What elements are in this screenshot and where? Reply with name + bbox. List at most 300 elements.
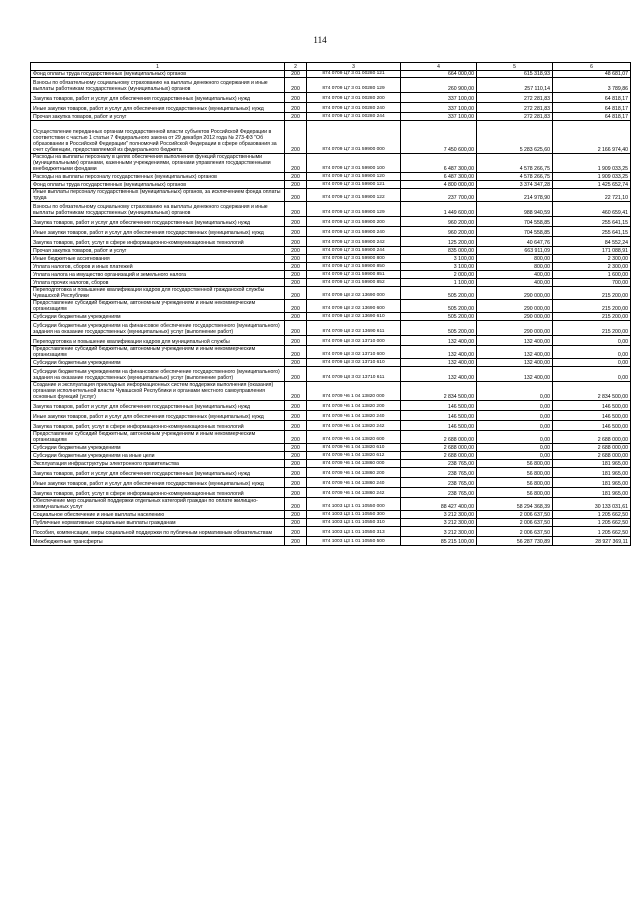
row-executed-amount: 56 800,00 xyxy=(477,460,553,468)
row-approved-amount: 4 800 000,00 xyxy=(401,181,477,189)
row-unexecuted-amount: 146 500,00 xyxy=(553,421,631,431)
row-approved-amount: 1 100,00 xyxy=(401,279,477,287)
row-code: 200 xyxy=(285,181,307,189)
row-budget-classification: 874 0709 Ч6 1 04 13860 240 xyxy=(307,478,401,488)
table-row xyxy=(31,78,631,93)
row-code: 200 xyxy=(285,519,307,527)
row-budget-classification: 874 0709 Ц7 3 01 00280 244 xyxy=(307,113,401,121)
row-unexecuted-amount: 460 659,41 xyxy=(553,202,631,217)
row-code: 200 xyxy=(285,527,307,537)
row-code: 200 xyxy=(285,113,307,121)
row-description: Уплата прочих налогов, сборов xyxy=(31,279,285,287)
row-unexecuted-amount: 181 965,00 xyxy=(553,478,631,488)
row-executed-amount: 4 578 266,75 xyxy=(477,173,553,181)
row-description: Субсидии бюджетным учреждениям на финансовое обеспечение государственного (муниципального) задания на оказание государственных (муниципальных) услуг (выполнение работ) xyxy=(31,321,285,336)
row-unexecuted-amount: 215 200,00 xyxy=(553,300,631,313)
row-code: 200 xyxy=(285,346,307,359)
row-code: 200 xyxy=(285,300,307,313)
row-budget-classification: 874 0709 Ч6 1 04 13860 000 xyxy=(307,460,401,468)
row-unexecuted-amount: 2 300,00 xyxy=(553,263,631,271)
row-executed-amount: 290 000,00 xyxy=(477,321,553,336)
row-unexecuted-amount: 1 205 662,50 xyxy=(553,511,631,519)
table-row xyxy=(31,401,631,411)
row-code: 200 xyxy=(285,460,307,468)
row-budget-classification: 874 0709 Ц7 3 01 00280 200 xyxy=(307,93,401,103)
row-unexecuted-amount: 28 927 369,11 xyxy=(553,537,631,546)
row-approved-amount: 132 400,00 xyxy=(401,367,477,382)
row-executed-amount: 272 281,83 xyxy=(477,103,553,113)
row-description: Закупка товаров, работ, услуг в сфере информационно-коммуникационных технологий xyxy=(31,421,285,431)
table-row xyxy=(31,411,631,421)
row-code: 200 xyxy=(285,255,307,263)
row-approved-amount: 132 400,00 xyxy=(401,359,477,367)
table-row xyxy=(31,321,631,336)
row-budget-classification: 874 0709 Ц7 3 01 59900 122 xyxy=(307,189,401,202)
row-executed-amount: 56 800,00 xyxy=(477,488,553,498)
row-budget-classification: 874 0709 Ц7 3 01 59900 000 xyxy=(307,121,401,154)
table-row xyxy=(31,173,631,181)
row-description: Иные закупки товаров, работ и услуг для обеспечения государственных (муниципальных) нужд xyxy=(31,227,285,237)
row-unexecuted-amount: 181 965,00 xyxy=(553,468,631,478)
row-budget-classification: 874 0709 Ц7 3 01 59900 240 xyxy=(307,227,401,237)
row-unexecuted-amount: 0,00 xyxy=(553,367,631,382)
row-budget-classification: 874 0709 Ц8 3 02 13710 610 xyxy=(307,359,401,367)
row-approved-amount: 505 200,00 xyxy=(401,321,477,336)
row-description: Переподготовка и повышение квалификации кадров для государственной гражданской службы Чувашской Республики xyxy=(31,287,285,300)
row-approved-amount: 146 500,00 xyxy=(401,401,477,411)
row-executed-amount: 2 006 637,50 xyxy=(477,519,553,527)
row-approved-amount: 238 765,00 xyxy=(401,488,477,498)
row-description: Субсидии бюджетным учреждениям на иные цели xyxy=(31,452,285,460)
row-code: 200 xyxy=(285,189,307,202)
row-executed-amount: 272 281,83 xyxy=(477,113,553,121)
row-executed-amount: 988 940,59 xyxy=(477,202,553,217)
row-description: Иные выплаты персоналу государственных (муниципальных) органов, за исключением фонда оплаты труда xyxy=(31,189,285,202)
row-executed-amount: 272 281,83 xyxy=(477,93,553,103)
row-unexecuted-amount: 0,00 xyxy=(553,336,631,346)
row-unexecuted-amount: 2 300,00 xyxy=(553,255,631,263)
row-code: 200 xyxy=(285,468,307,478)
row-approved-amount: 337 100,00 xyxy=(401,113,477,121)
row-executed-amount: 290 000,00 xyxy=(477,287,553,300)
column-header: 2 xyxy=(285,63,307,71)
row-description: Закупка товаров, работ и услуг для обеспечения государственных (муниципальных) нужд xyxy=(31,468,285,478)
row-approved-amount: 146 500,00 xyxy=(401,411,477,421)
row-description: Субсидии бюджетным учреждениям xyxy=(31,359,285,367)
row-executed-amount: 0,00 xyxy=(477,411,553,421)
row-executed-amount: 704 558,85 xyxy=(477,227,553,237)
row-executed-amount: 132 400,00 xyxy=(477,359,553,367)
row-approved-amount: 2 688 000,00 xyxy=(401,452,477,460)
row-executed-amount: 400,00 xyxy=(477,279,553,287)
table-row xyxy=(31,300,631,313)
row-budget-classification: 874 0709 Ч6 1 04 13820 600 xyxy=(307,431,401,444)
table-row xyxy=(31,181,631,189)
row-description: Обеспечение мер социальной поддержки отдельных категорий граждан по оплате жилищно-коммунальных услуг xyxy=(31,498,285,511)
row-approved-amount: 664 000,00 xyxy=(401,71,477,78)
row-description: Иные бюджетные ассигнования xyxy=(31,255,285,263)
row-code: 200 xyxy=(285,103,307,113)
column-header: 1 xyxy=(31,63,285,71)
row-unexecuted-amount: 30 133 031,61 xyxy=(553,498,631,511)
row-budget-classification: 874 0709 Ц8 3 02 13710 611 xyxy=(307,367,401,382)
row-unexecuted-amount: 22 721,10 xyxy=(553,189,631,202)
row-approved-amount: 238 765,00 xyxy=(401,460,477,468)
row-unexecuted-amount: 171 088,91 xyxy=(553,247,631,255)
row-code: 200 xyxy=(285,78,307,93)
table-row xyxy=(31,113,631,121)
row-description: Иные закупки товаров, работ и услуг для обеспечения государственных (муниципальных) нужд xyxy=(31,411,285,421)
row-executed-amount: 5 283 625,60 xyxy=(477,121,553,154)
row-executed-amount: 800,00 xyxy=(477,255,553,263)
row-description: Социальное обеспечение и иные выплаты населению xyxy=(31,511,285,519)
row-code: 200 xyxy=(285,121,307,154)
row-code: 200 xyxy=(285,227,307,237)
row-budget-classification: 874 0709 Ц7 3 01 59900 121 xyxy=(307,181,401,189)
row-budget-classification: 874 0709 Ц7 3 01 59900 850 xyxy=(307,263,401,271)
table-row xyxy=(31,527,631,537)
row-approved-amount: 146 500,00 xyxy=(401,421,477,431)
table-row xyxy=(31,189,631,202)
row-unexecuted-amount: 2 688 000,00 xyxy=(553,431,631,444)
row-budget-classification: 874 0709 Ч6 1 04 13860 200 xyxy=(307,468,401,478)
row-code: 200 xyxy=(285,431,307,444)
row-approved-amount: 2 834 500,00 xyxy=(401,382,477,401)
row-description: Публичные нормативные социальные выплаты гражданам xyxy=(31,519,285,527)
row-code: 200 xyxy=(285,444,307,452)
row-code: 200 xyxy=(285,237,307,247)
row-executed-amount: 214 978,90 xyxy=(477,189,553,202)
row-executed-amount: 0,00 xyxy=(477,382,553,401)
row-description: Уплата налога на имущество организаций и земельного налога xyxy=(31,271,285,279)
row-code: 200 xyxy=(285,359,307,367)
row-unexecuted-amount: 1 909 033,25 xyxy=(553,173,631,181)
row-budget-classification: 874 0709 Ц8 2 02 13690 600 xyxy=(307,300,401,313)
row-unexecuted-amount: 64 818,17 xyxy=(553,93,631,103)
row-budget-classification: 874 1003 Ц3 1 01 10550 310 xyxy=(307,519,401,527)
row-approved-amount: 960 200,00 xyxy=(401,227,477,237)
table-row xyxy=(31,488,631,498)
row-executed-amount: 2 006 637,50 xyxy=(477,527,553,537)
row-unexecuted-amount: 700,00 xyxy=(553,279,631,287)
row-description: Закупка товаров, работ и услуг для обеспечения государственных (муниципальных) нужд xyxy=(31,217,285,227)
column-header: 5 xyxy=(477,63,553,71)
row-approved-amount: 125 200,00 xyxy=(401,237,477,247)
row-executed-amount: 132 400,00 xyxy=(477,336,553,346)
row-unexecuted-amount: 2 688 000,00 xyxy=(553,444,631,452)
row-code: 200 xyxy=(285,382,307,401)
row-code: 200 xyxy=(285,421,307,431)
table-row xyxy=(31,359,631,367)
row-unexecuted-amount: 3 789,86 xyxy=(553,78,631,93)
row-unexecuted-amount: 181 965,00 xyxy=(553,460,631,468)
row-description: Иные закупки товаров, работ и услуг для обеспечения государственных (муниципальных) нужд xyxy=(31,103,285,113)
row-unexecuted-amount: 146 500,00 xyxy=(553,411,631,421)
row-budget-classification: 874 0709 Ц7 3 01 59900 129 xyxy=(307,202,401,217)
row-description: Прочая закупка товаров, работ и услуг xyxy=(31,247,285,255)
table-row xyxy=(31,367,631,382)
budget-table xyxy=(30,62,631,546)
row-code: 200 xyxy=(285,313,307,321)
row-unexecuted-amount: 215 200,00 xyxy=(553,313,631,321)
table-row xyxy=(31,498,631,511)
row-budget-classification: 874 0709 Ц7 3 01 59900 120 xyxy=(307,173,401,181)
row-unexecuted-amount: 84 552,24 xyxy=(553,237,631,247)
row-unexecuted-amount: 64 818,17 xyxy=(553,113,631,121)
row-budget-classification: 874 0709 Ч6 1 04 13820 612 xyxy=(307,452,401,460)
row-code: 200 xyxy=(285,173,307,181)
row-unexecuted-amount: 64 818,17 xyxy=(553,103,631,113)
page-number: 114 xyxy=(313,35,327,45)
row-description: Предоставление субсидий бюджетным, автономным учреждениям и иным некоммерческим организациям xyxy=(31,300,285,313)
table-row xyxy=(31,460,631,468)
row-approved-amount: 6 487 300,00 xyxy=(401,154,477,173)
row-code: 200 xyxy=(285,498,307,511)
row-unexecuted-amount: 255 641,15 xyxy=(553,227,631,237)
row-budget-classification: 874 0709 Ц7 3 01 59900 242 xyxy=(307,237,401,247)
row-budget-classification: 874 0709 Ц7 3 01 59900 244 xyxy=(307,247,401,255)
row-code: 200 xyxy=(285,478,307,488)
table-row xyxy=(31,452,631,460)
row-description: Переподготовка и повышение квалификации кадров для муниципальной службы xyxy=(31,336,285,346)
row-code: 200 xyxy=(285,71,307,78)
row-executed-amount: 58 294 368,39 xyxy=(477,498,553,511)
row-approved-amount: 88 427 400,00 xyxy=(401,498,477,511)
row-approved-amount: 960 200,00 xyxy=(401,217,477,227)
table-row xyxy=(31,71,631,78)
column-header: 4 xyxy=(401,63,477,71)
row-code: 200 xyxy=(285,93,307,103)
table-row xyxy=(31,237,631,247)
row-description: Пособия, компенсации, меры социальной поддержки по публичным нормативным обязательствам xyxy=(31,527,285,537)
row-code: 200 xyxy=(285,321,307,336)
table-header-row xyxy=(31,63,631,71)
row-unexecuted-amount: 215 200,00 xyxy=(553,321,631,336)
row-executed-amount: 0,00 xyxy=(477,401,553,411)
row-unexecuted-amount: 2 834 500,00 xyxy=(553,382,631,401)
row-executed-amount: 56 800,00 xyxy=(477,478,553,488)
row-approved-amount: 337 100,00 xyxy=(401,93,477,103)
row-unexecuted-amount: 181 965,00 xyxy=(553,488,631,498)
row-description: Предоставление субсидий бюджетным, автономным учреждениям и иным некоммерческим организациям xyxy=(31,431,285,444)
table-row xyxy=(31,421,631,431)
row-unexecuted-amount: 146 500,00 xyxy=(553,401,631,411)
row-description: Межбюджетные трансферты xyxy=(31,537,285,546)
row-description: Закупка товаров, работ и услуг для обеспечения государственных (муниципальных) нужд xyxy=(31,401,285,411)
table-row xyxy=(31,511,631,519)
row-executed-amount: 704 558,85 xyxy=(477,217,553,227)
row-unexecuted-amount: 1 205 662,50 xyxy=(553,527,631,537)
row-budget-classification: 874 0709 Ч6 1 04 13820 240 xyxy=(307,411,401,421)
row-executed-amount: 257 110,14 xyxy=(477,78,553,93)
row-approved-amount: 2 688 000,00 xyxy=(401,431,477,444)
row-description: Закупка товаров, работ и услуг для обеспечения государственных (муниципальных) нужд xyxy=(31,93,285,103)
row-budget-classification: 874 0709 Ч6 1 04 13860 242 xyxy=(307,488,401,498)
row-executed-amount: 615 318,93 xyxy=(477,71,553,78)
row-executed-amount: 0,00 xyxy=(477,421,553,431)
row-unexecuted-amount: 0,00 xyxy=(553,359,631,367)
row-budget-classification: 874 1003 Ц3 1 01 10550 300 xyxy=(307,511,401,519)
row-budget-classification: 874 0709 Ч6 1 04 13820 200 xyxy=(307,401,401,411)
table-row xyxy=(31,217,631,227)
row-approved-amount: 6 487 300,00 xyxy=(401,173,477,181)
table-row xyxy=(31,431,631,444)
row-budget-classification: 874 0709 Ц8 3 02 13710 600 xyxy=(307,346,401,359)
row-budget-classification: 874 0709 Ц7 3 01 59900 800 xyxy=(307,255,401,263)
row-executed-amount: 132 400,00 xyxy=(477,346,553,359)
row-approved-amount: 337 100,00 xyxy=(401,103,477,113)
row-description: Субсидии бюджетным учреждениям xyxy=(31,313,285,321)
row-approved-amount: 7 450 600,00 xyxy=(401,121,477,154)
row-executed-amount: 132 400,00 xyxy=(477,367,553,382)
table-row xyxy=(31,287,631,300)
row-executed-amount: 0,00 xyxy=(477,452,553,460)
row-description: Фонд оплаты труда государственных (муниципальных) органов xyxy=(31,181,285,189)
row-approved-amount: 260 900,00 xyxy=(401,78,477,93)
table-row xyxy=(31,519,631,527)
row-unexecuted-amount: 0,00 xyxy=(553,346,631,359)
row-approved-amount: 132 400,00 xyxy=(401,336,477,346)
row-budget-classification: 874 0709 Ц8 2 02 13690 000 xyxy=(307,287,401,300)
row-executed-amount: 3 374 347,28 xyxy=(477,181,553,189)
table-row xyxy=(31,313,631,321)
row-executed-amount: 290 000,00 xyxy=(477,300,553,313)
row-approved-amount: 505 200,00 xyxy=(401,313,477,321)
row-executed-amount: 400,00 xyxy=(477,271,553,279)
row-budget-classification: 874 0709 Ц7 3 01 59900 100 xyxy=(307,154,401,173)
row-description: Эксплуатация инфраструктуры электронного правительства xyxy=(31,460,285,468)
row-code: 200 xyxy=(285,271,307,279)
row-description: Взносы по обязательному социальному страхованию на выплаты денежного содержания и иные выплаты работникам государственных (муниципальных) органов xyxy=(31,78,285,93)
table-row xyxy=(31,271,631,279)
row-approved-amount: 132 400,00 xyxy=(401,346,477,359)
row-description: Осуществление переданных органам государственной власти субъектов Российской Федерации в соответствии с частью 1 статьи 7 Федерального закона от 29 декабря 2012 года № 273-ФЗ "Об образовании в Российской Федерации" полномочий Российской Федерации в сфере образования за счет субвенции, предоставляемой из федерального бюджета xyxy=(31,121,285,154)
row-budget-classification: 874 0709 Ч6 1 04 13820 000 xyxy=(307,382,401,401)
table-row xyxy=(31,247,631,255)
row-code: 200 xyxy=(285,336,307,346)
row-executed-amount: 0,00 xyxy=(477,444,553,452)
row-budget-classification: 874 1003 Ц3 1 01 10550 500 xyxy=(307,537,401,546)
column-header: 6 xyxy=(553,63,631,71)
row-description: Фонд оплаты труда государственных (муниципальных) органов xyxy=(31,71,285,78)
row-code: 200 xyxy=(285,279,307,287)
table-row xyxy=(31,478,631,488)
row-code: 200 xyxy=(285,452,307,460)
row-executed-amount: 4 578 266,75 xyxy=(477,154,553,173)
row-unexecuted-amount: 215 200,00 xyxy=(553,287,631,300)
table-row xyxy=(31,227,631,237)
row-executed-amount: 663 911,09 xyxy=(477,247,553,255)
row-unexecuted-amount: 1 425 652,74 xyxy=(553,181,631,189)
row-budget-classification: 874 0709 Ц7 3 01 59900 851 xyxy=(307,271,401,279)
table-row xyxy=(31,255,631,263)
row-executed-amount: 0,00 xyxy=(477,431,553,444)
row-approved-amount: 2 688 000,00 xyxy=(401,444,477,452)
row-budget-classification: 874 0709 Ц7 3 01 59900 200 xyxy=(307,217,401,227)
table-body xyxy=(31,63,631,546)
row-budget-classification: 874 0709 Ц7 3 01 00280 121 xyxy=(307,71,401,78)
table-row xyxy=(31,444,631,452)
table-row xyxy=(31,382,631,401)
row-executed-amount: 56 800,00 xyxy=(477,468,553,478)
row-description: Расходы на выплаты персоналу в целях обеспечения выполнения функций государственными (муниципальными) органами, казенными учреждениями, органами управления государственными внебюджетными фондами xyxy=(31,154,285,173)
row-budget-classification: 874 1003 Ц3 1 01 10550 313 xyxy=(307,527,401,537)
table-row xyxy=(31,468,631,478)
row-approved-amount: 1 449 600,00 xyxy=(401,202,477,217)
row-code: 200 xyxy=(285,411,307,421)
row-code: 200 xyxy=(285,537,307,546)
table-row xyxy=(31,103,631,113)
row-code: 200 xyxy=(285,488,307,498)
row-approved-amount: 238 765,00 xyxy=(401,468,477,478)
row-approved-amount: 835 000,00 xyxy=(401,247,477,255)
row-code: 200 xyxy=(285,367,307,382)
row-budget-classification: 874 1003 Ц3 1 01 10550 000 xyxy=(307,498,401,511)
row-approved-amount: 238 765,00 xyxy=(401,478,477,488)
row-approved-amount: 237 700,00 xyxy=(401,189,477,202)
row-description: Закупка товаров, работ, услуг в сфере информационно-коммуникационных технологий xyxy=(31,237,285,247)
row-code: 200 xyxy=(285,154,307,173)
row-description: Субсидии бюджетным учреждениям xyxy=(31,444,285,452)
row-executed-amount: 800,00 xyxy=(477,263,553,271)
row-unexecuted-amount: 255 641,15 xyxy=(553,217,631,227)
row-executed-amount: 290 000,00 xyxy=(477,313,553,321)
row-approved-amount: 505 200,00 xyxy=(401,287,477,300)
table-row xyxy=(31,121,631,154)
row-description: Прочая закупка товаров, работ и услуг xyxy=(31,113,285,121)
row-unexecuted-amount: 2 166 974,40 xyxy=(553,121,631,154)
row-budget-classification: 874 0709 Ц7 3 01 59900 852 xyxy=(307,279,401,287)
row-budget-classification: 874 0709 Ч6 1 04 13820 610 xyxy=(307,444,401,452)
row-code: 200 xyxy=(285,202,307,217)
row-approved-amount: 3 100,00 xyxy=(401,255,477,263)
table-row xyxy=(31,537,631,546)
row-unexecuted-amount: 1 600,00 xyxy=(553,271,631,279)
row-description: Субсидии бюджетным учреждениям на финансовое обеспечение государственного (муниципального) задания на оказание государственных (муниципальных) услуг (выполнение работ) xyxy=(31,367,285,382)
table-row xyxy=(31,263,631,271)
row-code: 200 xyxy=(285,401,307,411)
row-approved-amount: 3 212 300,00 xyxy=(401,519,477,527)
row-code: 200 xyxy=(285,511,307,519)
row-executed-amount: 40 647,76 xyxy=(477,237,553,247)
row-approved-amount: 3 212 300,00 xyxy=(401,511,477,519)
row-budget-classification: 874 0709 Ц8 2 02 13690 611 xyxy=(307,321,401,336)
row-description: Взносы по обязательному социальному страхованию на выплаты денежного содержания и иные выплаты работникам государственных (муниципальных) органов xyxy=(31,202,285,217)
row-executed-amount: 56 287 730,89 xyxy=(477,537,553,546)
row-approved-amount: 3 212 300,00 xyxy=(401,527,477,537)
row-code: 200 xyxy=(285,247,307,255)
table-row xyxy=(31,202,631,217)
row-budget-classification: 874 0709 Ч6 1 04 13820 242 xyxy=(307,421,401,431)
row-approved-amount: 505 200,00 xyxy=(401,300,477,313)
row-description: Закупка товаров, работ, услуг в сфере информационно-коммуникационных технологий xyxy=(31,488,285,498)
row-budget-classification: 874 0709 Ц8 2 02 13690 610 xyxy=(307,313,401,321)
table-row xyxy=(31,93,631,103)
row-unexecuted-amount: 2 688 000,00 xyxy=(553,452,631,460)
row-code: 200 xyxy=(285,217,307,227)
row-code: 200 xyxy=(285,263,307,271)
row-code: 200 xyxy=(285,287,307,300)
row-description: Создание и эксплуатация прикладных информационных систем поддержки выполнения (оказания) органами исполнительной власти Чувашской Республики и органами местного самоуправления основных функций (услуг) xyxy=(31,382,285,401)
table-row xyxy=(31,154,631,173)
row-executed-amount: 2 006 637,50 xyxy=(477,511,553,519)
table-row xyxy=(31,279,631,287)
row-unexecuted-amount: 1 205 662,50 xyxy=(553,519,631,527)
row-description: Уплата налогов, сборов и иных платежей xyxy=(31,263,285,271)
row-approved-amount: 85 215 100,00 xyxy=(401,537,477,546)
row-budget-classification: 874 0709 Ц8 3 02 13710 000 xyxy=(307,336,401,346)
row-description: Иные закупки товаров, работ и услуг для обеспечения государственных (муниципальных) нужд xyxy=(31,478,285,488)
